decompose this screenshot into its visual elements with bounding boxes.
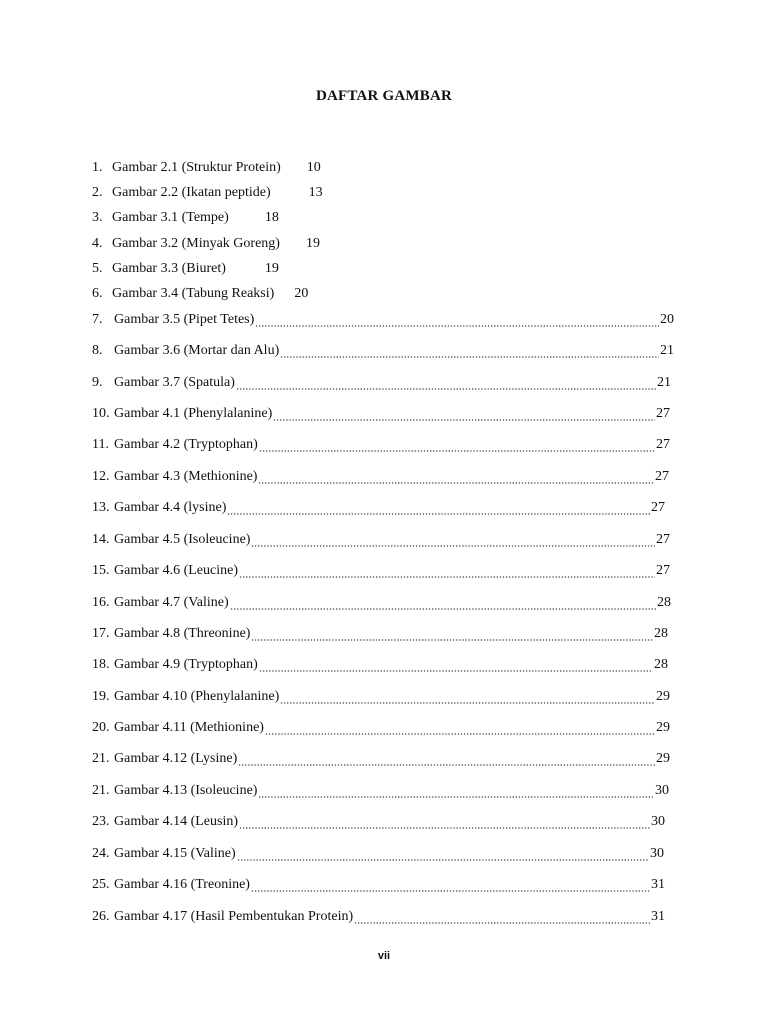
- entry-label: Gambar 4.16 (Treonine): [114, 877, 250, 892]
- entry-number: 21.: [92, 751, 110, 766]
- entry-page: 20: [660, 312, 674, 327]
- entry-label: Gambar 4.2 (Tryptophan): [114, 437, 258, 452]
- leader-dots: [280, 702, 655, 704]
- figure-entry: [92, 375, 676, 391]
- figure-entry: [92, 406, 676, 422]
- entry-label: Gambar 4.3 (Methionine): [114, 469, 258, 484]
- leader-dots: [258, 796, 654, 798]
- entry-label: Gambar 4.10 (Phenylalanine): [114, 689, 280, 704]
- leader-dots: [259, 450, 655, 452]
- entry-page: 21: [657, 375, 671, 390]
- entry-page: 29: [656, 751, 670, 766]
- entry-page: 27: [651, 500, 665, 515]
- entry-number: 2.: [92, 185, 103, 200]
- entry-number: 23.: [92, 814, 110, 829]
- entry-page: 30: [650, 846, 664, 861]
- entry-number: 25.: [92, 877, 110, 892]
- entry-number: 5.: [92, 261, 103, 276]
- entry-label: Gambar 4.12 (Lysine): [114, 751, 238, 766]
- entry-page: 20: [294, 286, 309, 301]
- entry-label: Gambar 4.13 (Isoleucine): [114, 783, 258, 798]
- leader-dots: [239, 576, 655, 578]
- entry-label: Gambar 4.8 (Threonine): [114, 626, 251, 641]
- leader-dots: [251, 545, 655, 547]
- leader-dots: [251, 890, 650, 892]
- figure-entry: [92, 500, 676, 516]
- leader-dots: [227, 513, 650, 515]
- entry-page: 27: [656, 532, 670, 547]
- figure-entry: [92, 312, 676, 328]
- entry-number: 4.: [92, 236, 103, 251]
- entry-label: Gambar 3.7 (Spatula): [114, 375, 235, 390]
- entry-label: Gambar 2.1 (Struktur Protein): [112, 160, 281, 175]
- entry-number: 13.: [92, 500, 110, 515]
- leader-dots: [238, 764, 655, 766]
- entry-page: 18: [264, 210, 279, 225]
- entry-label: Gambar 4.11 (Methionine): [114, 720, 264, 735]
- entry-page: 29: [656, 720, 670, 735]
- leader-dots: [237, 859, 649, 861]
- entry-number: 10.: [92, 406, 110, 421]
- entry-label: Gambar 4.7 (Valine): [114, 595, 229, 610]
- leader-dots: [258, 482, 654, 484]
- entry-label: Gambar 3.4 (Tabung Reaksi): [112, 286, 275, 301]
- figure-entry: [92, 877, 676, 893]
- entry-number: 12.: [92, 469, 110, 484]
- entry-label: Gambar 4.14 (Leusin): [114, 814, 239, 829]
- figure-entry: [92, 185, 323, 201]
- entry-number: 24.: [92, 846, 110, 861]
- figure-entry: [92, 343, 676, 359]
- entry-page: 19: [264, 261, 279, 276]
- leader-dots: [265, 733, 655, 735]
- entry-number: 14.: [92, 532, 110, 547]
- entry-page: 27: [656, 563, 670, 578]
- leader-dots: [273, 419, 655, 421]
- entry-page: 28: [654, 657, 668, 672]
- figure-entry: [92, 210, 279, 226]
- figure-entry: [92, 160, 321, 176]
- figure-entry: [92, 236, 320, 252]
- entry-page: 27: [655, 469, 669, 484]
- entry-page: 29: [656, 689, 670, 704]
- figure-entry: [92, 286, 308, 302]
- entry-page: 27: [656, 406, 670, 421]
- entry-number: 26.: [92, 909, 110, 924]
- figure-entry: [92, 595, 676, 611]
- entry-page: 30: [651, 814, 665, 829]
- leader-dots: [236, 388, 656, 390]
- entry-label: Gambar 4.4 (lysine): [114, 500, 227, 515]
- leader-dots: [259, 670, 653, 672]
- entry-page: 30: [655, 783, 669, 798]
- figure-entry: [92, 783, 676, 799]
- entry-page: 28: [654, 626, 668, 641]
- entry-page: 27: [656, 437, 670, 452]
- entry-number: 18.: [92, 657, 110, 672]
- entry-label: Gambar 4.15 (Valine): [114, 846, 236, 861]
- entry-number: 3.: [92, 210, 103, 225]
- entry-label: Gambar 4.5 (Isoleucine): [114, 532, 251, 547]
- entry-number: 16.: [92, 595, 110, 610]
- entry-label: Gambar 3.2 (Minyak Goreng): [112, 236, 280, 251]
- entry-label: Gambar 3.3 (Biuret): [112, 261, 226, 276]
- entry-label: Gambar 4.6 (Leucine): [114, 563, 238, 578]
- entry-label: Gambar 3.1 (Tempe): [112, 210, 229, 225]
- figure-entry: [92, 626, 676, 642]
- figure-entry: [92, 909, 676, 925]
- figure-entry: [92, 814, 676, 830]
- entry-number: 15.: [92, 563, 110, 578]
- figure-entry: [92, 657, 676, 673]
- entry-page: 31: [651, 877, 665, 892]
- entry-number: 19.: [92, 689, 110, 704]
- leader-dots: [255, 325, 659, 327]
- figure-entry: [92, 720, 676, 736]
- leader-dots: [230, 608, 656, 610]
- leader-dots: [354, 922, 650, 924]
- entry-page: 21: [660, 343, 674, 358]
- entry-label: Gambar 3.6 (Mortar dan Alu): [114, 343, 280, 358]
- figure-entry: [92, 689, 676, 705]
- entry-number: 20.: [92, 720, 110, 735]
- entry-number: 8.: [92, 343, 103, 358]
- figure-entry: [92, 261, 279, 277]
- entry-label: Gambar 4.1 (Phenylalanine): [114, 406, 273, 421]
- entry-page: 19: [305, 236, 320, 251]
- figure-entry: [92, 751, 676, 767]
- figure-entry: [92, 532, 676, 548]
- entry-number: 1.: [92, 160, 103, 175]
- entry-label: Gambar 3.5 (Pipet Tetes): [114, 312, 255, 327]
- figure-entry: [92, 437, 676, 453]
- entry-page: 28: [657, 595, 671, 610]
- page-number: vii: [377, 950, 391, 962]
- entry-label: Gambar 4.17 (Hasil Pembentukan Protein): [114, 909, 354, 924]
- entry-label: Gambar 4.9 (Tryptophan): [114, 657, 258, 672]
- document-title: DAFTAR GAMBAR: [315, 88, 453, 104]
- figure-entry: [92, 469, 676, 485]
- entry-number: 9.: [92, 375, 103, 390]
- leader-dots: [280, 356, 659, 358]
- figure-entry: [92, 563, 676, 579]
- entry-page: 13: [308, 185, 323, 200]
- entry-number: 17.: [92, 626, 110, 641]
- entry-number: 11.: [92, 437, 109, 452]
- entry-number: 21.: [92, 783, 110, 798]
- entry-label: Gambar 2.2 (Ikatan peptide): [112, 185, 271, 200]
- entry-number: 7.: [92, 312, 103, 327]
- entry-page: 10: [306, 160, 321, 175]
- figure-entry: [92, 846, 676, 862]
- leader-dots: [251, 639, 653, 641]
- entry-page: 31: [651, 909, 665, 924]
- entry-number: 6.: [92, 286, 103, 301]
- leader-dots: [239, 827, 650, 829]
